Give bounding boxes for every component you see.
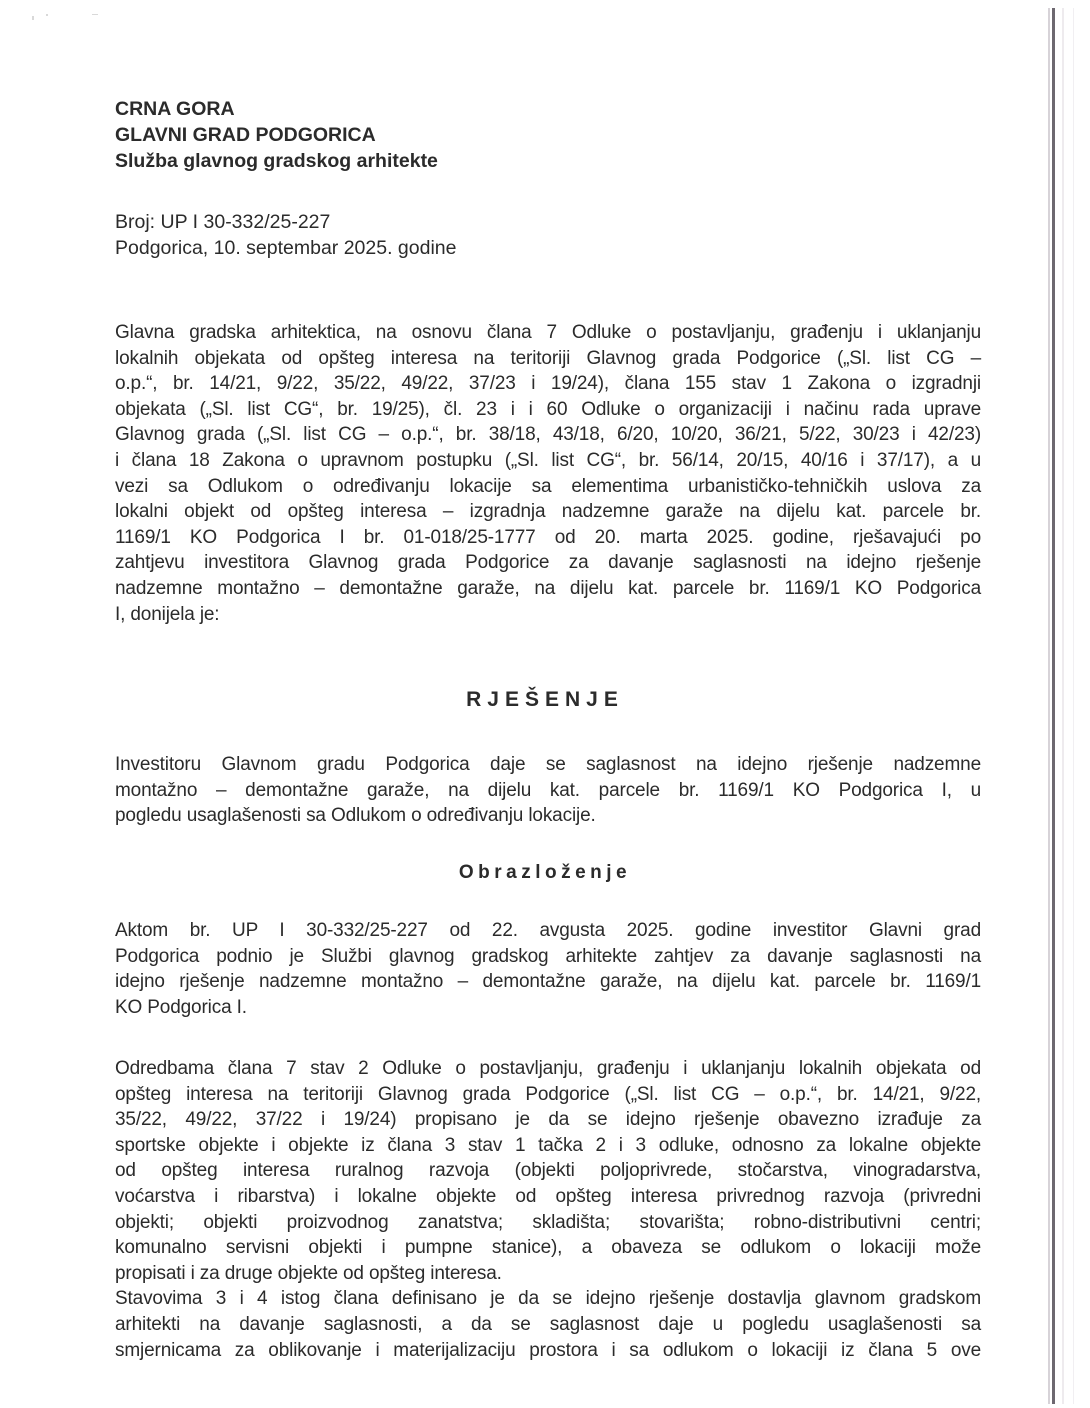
intro-line: lokalnih objekata od opšteg interesa na teritoriji Glavnog grada Podgorice („Sl. list CG – <box>115 347 981 369</box>
reasoning-line: propisati i za druge objekte od opšteg interesa. <box>115 1262 502 1284</box>
reasoning-line: objekti; objekti proizvodnog zanatstva; skladišta; stovarišta; robno-distributivni centri; <box>115 1211 981 1233</box>
decision-title: RJEŠENJE <box>466 688 624 711</box>
intro-line: zahtjevu investitora Glavnog grada Podgorice za davanje saglasnosti na idejno rješenje <box>115 552 981 574</box>
reasoning-line: arhitekti na davanje saglasnosti, a da se saglasnost daje u pogledu usaglašenosti sa <box>115 1313 981 1335</box>
reasoning-line: idejno rješenje nadzemne montažno – demontažne garaže, na dijelu kat. parcele br. 1169/1 <box>115 971 981 993</box>
intro-line: lokalni objekt od opšteg interesa – izgradnja nadzemne garaže na dijelu kat. parcele br. <box>115 501 981 523</box>
header-city: GLAVNI GRAD PODGORICA <box>115 124 376 146</box>
intro-line: Glavna gradska arhitektica, na osnovu člana 7 Odluke o postavljanju, građenju i uklanjanju <box>115 322 981 343</box>
intro-paragraph <box>115 320 981 627</box>
decision-line: montažno – demontažne garaže, na dijelu kat. parcele br. 1169/1 KO Podgorica I, u <box>115 779 981 801</box>
reasoning-paragraph-1 <box>115 918 981 1020</box>
decision-line: pogledu usaglašenosti sa Odlukom o određivanju lokacije. <box>115 805 596 827</box>
place-and-date: Podgorica, 10. septembar 2025. godine <box>115 237 457 259</box>
reasoning-line: Podgorica podnio je Službi glavnog gradskog arhitekte zahtjev za davanje saglasnosti na <box>115 945 981 967</box>
reasoning-line: opšteg interesa na teritoriji Glavnog grada Podgorice („Sl. list CG – o.p.“, br. 14/21, 9/22, <box>115 1083 981 1105</box>
reasoning-line: voćarstva i ribarstva) i lokalne objekte od opšteg interesa privrednog razvoja (privredni <box>115 1185 981 1207</box>
decision-line: Investitoru Glavnom gradu Podgorica daje se saglasnost na idejno rješenje nadzemne <box>115 754 981 775</box>
intro-line: I, donijela je: <box>115 603 220 625</box>
intro-line: vezi sa Odlukom o određivanju lokacije sa elementima urbanističko-tehničkih uslova za <box>115 475 981 497</box>
header-office: Služba glavnog gradskog arhitekte <box>115 150 438 172</box>
reasoning-title: Obrazloženje <box>458 862 632 883</box>
reasoning-line: Odredbama člana 7 stav 2 Odluke o postavljanju, građenju i uklanjanju lokalnih objekata od <box>115 1058 981 1079</box>
reasoning-line: komunalno servisni objekti i pumpne stanice), a obaveza se odlukom o lokaciji može <box>115 1237 981 1259</box>
reasoning-line: Aktom br. UP I 30-332/25-227 od 22. avgusta 2025. godine investitor Glavni grad <box>115 920 981 941</box>
header-country: CRNA GORA <box>115 98 235 120</box>
intro-line: Glavnog grada („Sl. list CG – o.p.“, br. 38/18, 43/18, 6/20, 10/20, 36/21, 5/22, 30/23 i 42/23) <box>115 424 981 446</box>
reasoning-line: smjernicama za oblikovanje i materijalizaciju prostora i sa odlukom o lokaciji iz člana 5 ove <box>115 1339 981 1361</box>
reasoning-line: KO Podgorica I. <box>115 996 247 1018</box>
reasoning-line: 35/22, 49/22, 37/22 i 19/24) propisano je da se idejno rješenje obavezno izrađuje za <box>115 1109 981 1131</box>
document-reference <box>115 209 457 261</box>
scan-speck <box>32 16 34 20</box>
decision-paragraph <box>115 752 981 829</box>
reference-number: Broj: UP I 30-332/25-227 <box>115 211 331 233</box>
reasoning-paragraph-2 <box>115 1056 981 1363</box>
document-header <box>115 96 438 174</box>
intro-line: o.p.“, br. 14/21, 9/22, 35/22, 49/22, 37/23 i 19/24), člana 155 stav 1 Zakona o izgradnji <box>115 373 981 395</box>
intro-line: i člana 18 Zakona o upravnom postupku („Sl. list CG“, br. 56/14, 20/15, 40/16 i 37/17), a u <box>115 449 981 471</box>
scan-speck <box>46 14 48 16</box>
scan-speck <box>92 14 98 15</box>
reasoning-line: Stavovima 3 i 4 istog člana definisano je da se idejno rješenje dostavlja glavnom gradskom <box>115 1288 981 1310</box>
reasoning-line: sportske objekte i objekte iz člana 3 stav 1 tačka 2 i 3 odluke, odnosno za lokalne objekte <box>115 1134 981 1156</box>
intro-line: objekata („Sl. list CG“, br. 19/25), čl. 23 i i 60 Odluke o organizaciji i načinu rada uprave <box>115 398 981 420</box>
intro-line: 1169/1 KO Podgorica I br. 01-018/25-1777 od 20. marta 2025. godine, rješavajući po <box>115 526 981 548</box>
reasoning-line: od opšteg interesa ruralnog razvoja (objekti poljoprivrede, stočarstva, vinogradarstva, <box>115 1160 981 1182</box>
intro-line: nadzemne montažno – demontažne garaže, na dijelu kat. parcele br. 1169/1 KO Podgorica <box>115 577 981 599</box>
